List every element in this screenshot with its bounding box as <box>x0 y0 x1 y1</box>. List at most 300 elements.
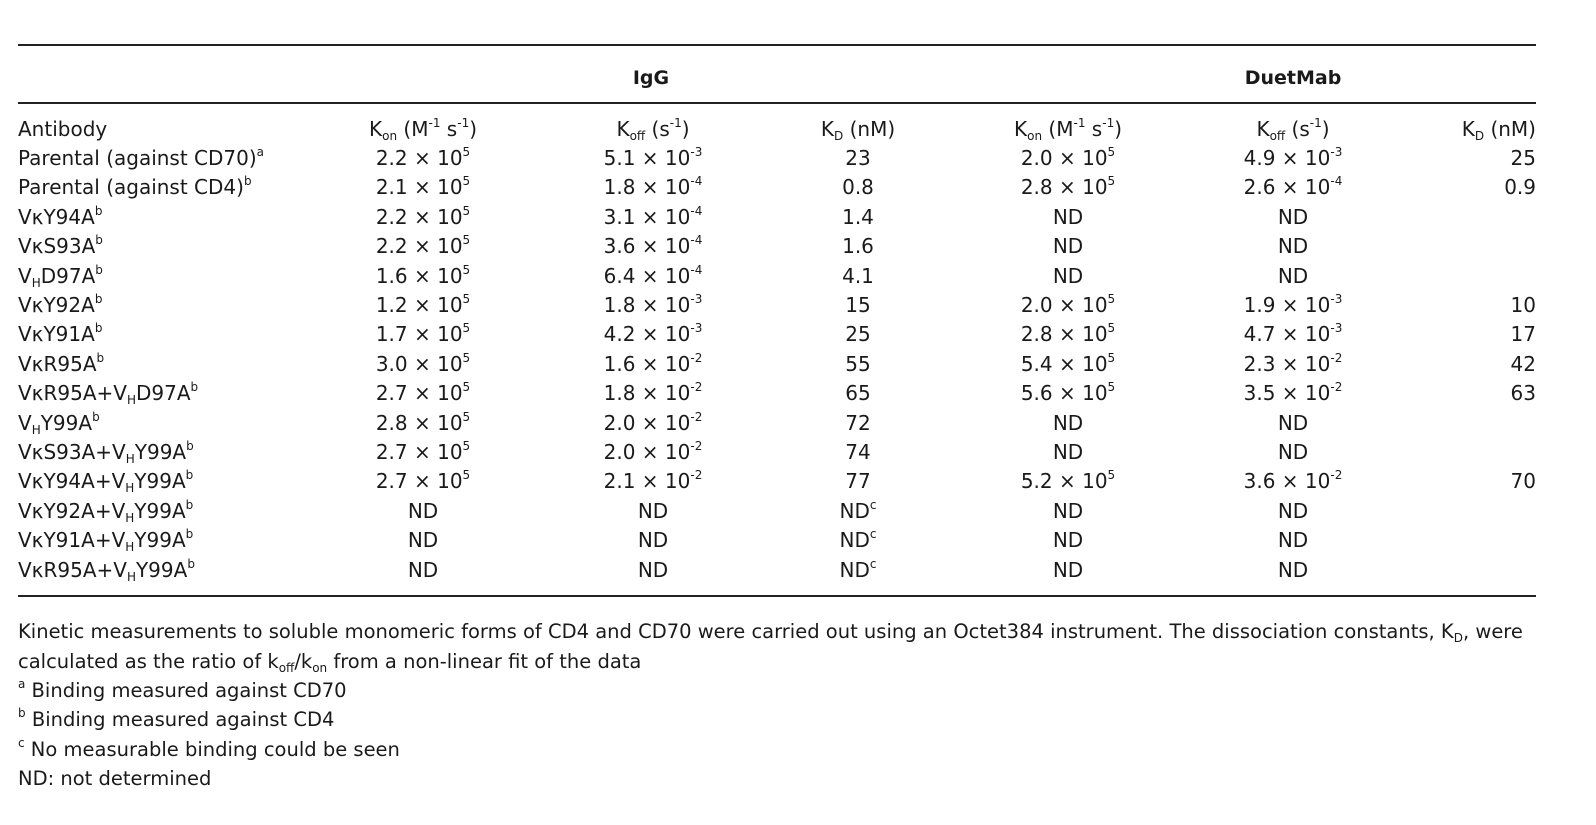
kon-base: K <box>368 117 383 141</box>
duetmab-kon-cell <box>948 291 1188 320</box>
text-run: 25 <box>1510 146 1536 170</box>
text-run: VκS93A+V <box>18 440 126 465</box>
duetmab-kd-cell <box>1398 467 1536 496</box>
text-run: 1.8 × 10 <box>603 381 691 406</box>
text-run: 23 <box>845 146 871 170</box>
antibody-cell <box>18 291 308 320</box>
text-run: 3.6 × 10 <box>1243 469 1331 494</box>
text-run: ND <box>407 528 439 553</box>
text-run: ND <box>637 557 669 582</box>
igg-kon-cell <box>308 262 538 291</box>
igg-koff-cell <box>538 350 768 379</box>
text-run: 0.8 <box>842 175 874 200</box>
superscript: -2 <box>690 468 703 483</box>
text-run: Y99A <box>134 528 186 553</box>
superscript: -3 <box>690 321 703 336</box>
text-run: 3.6 × 10 <box>603 234 691 259</box>
text-run: 77 <box>845 469 871 494</box>
text-run: 0.9 <box>1504 175 1536 200</box>
duetmab-koff-cell <box>1188 144 1398 173</box>
superscript: -2 <box>690 409 703 424</box>
igg-koff-cell <box>538 409 768 438</box>
koff-base: K <box>1256 117 1270 141</box>
text-run: ND <box>1277 234 1309 259</box>
superscript: c <box>18 735 25 750</box>
antibody-cell <box>18 409 308 438</box>
text-run: ND: not determined <box>18 767 212 791</box>
text-run: VκY94A+V <box>18 469 126 494</box>
kon-unit-mid: s <box>440 117 458 141</box>
text-run: 3.1 × 10 <box>603 204 691 229</box>
kon-unit-pre: (M <box>397 117 429 141</box>
text-run: 1.4 <box>842 204 874 229</box>
duetmab-kon-cell <box>948 232 1188 261</box>
text-run: 55 <box>845 351 871 376</box>
text-run: ND <box>1277 204 1309 229</box>
text-run: ND <box>1052 498 1084 523</box>
text-run: 63 <box>1510 381 1536 406</box>
table-row <box>18 320 1536 349</box>
superscript: c <box>869 497 877 512</box>
antibody-cell <box>18 467 308 496</box>
kon-sup2: -1 <box>457 116 470 130</box>
superscript: 5 <box>462 262 471 277</box>
text-run: 1.6 × 10 <box>375 263 463 288</box>
igg-kon-cell <box>308 320 538 349</box>
text-run: 1.7 × 10 <box>375 322 463 347</box>
superscript: 5 <box>462 233 471 248</box>
text-run: /k <box>294 649 313 673</box>
subscript: H <box>126 569 136 584</box>
antibody-cell <box>18 262 308 291</box>
kd-sub: D <box>1474 129 1485 143</box>
text-run: VκY91A+V <box>18 528 126 553</box>
text-run: 2.8 × 10 <box>375 410 463 435</box>
antibody-cell <box>18 232 308 261</box>
koff-sup: -1 <box>669 116 682 130</box>
igg-koff-cell <box>538 203 768 232</box>
text-run: Binding measured against CD4 <box>25 708 335 732</box>
text-run: V <box>18 263 32 288</box>
antibody-cell <box>18 497 308 526</box>
text-run: 2.0 × 10 <box>1020 146 1108 170</box>
kd-sub: D <box>833 129 844 143</box>
duetmab-kon-cell <box>948 144 1188 173</box>
note-main <box>18 617 1536 676</box>
text-run: 1.6 <box>842 234 874 259</box>
superscript: -2 <box>1330 380 1343 395</box>
superscript: 5 <box>462 409 471 424</box>
igg-kd-cell <box>768 203 948 232</box>
duetmab-koff-cell <box>1188 526 1398 555</box>
text-run: 1.6 × 10 <box>603 351 691 376</box>
duetmab-kd-cell <box>1398 232 1536 261</box>
koff-unit-post: ) <box>681 117 690 141</box>
duetmab-koff-cell <box>1188 173 1398 202</box>
superscript: 5 <box>462 145 471 159</box>
text-run: ND <box>1052 528 1084 553</box>
superscript: -4 <box>690 174 703 189</box>
duetmab-koff-cell <box>1188 232 1398 261</box>
text-run: VκY92A+V <box>18 498 126 523</box>
text-run: ND <box>1052 440 1084 465</box>
text-run: 4.7 × 10 <box>1243 322 1331 347</box>
table-row <box>18 173 1536 202</box>
superscript: 5 <box>1107 380 1116 395</box>
text-run: 4.2 × 10 <box>603 322 691 347</box>
duetmab-kd-cell <box>1398 320 1536 349</box>
text-run: 42 <box>1510 351 1536 376</box>
table-row <box>18 232 1536 261</box>
igg-koff-cell <box>538 467 768 496</box>
text-run: 2.1 × 10 <box>603 469 691 494</box>
superscript: b <box>95 233 103 248</box>
text-run: ND <box>407 557 439 582</box>
duetmab-kd-cell <box>1398 173 1536 202</box>
igg-kon-cell <box>308 379 538 408</box>
superscript: -4 <box>690 262 703 277</box>
igg-kd-cell <box>768 556 948 585</box>
kon-unit-post: ) <box>1114 117 1123 141</box>
kon-unit-post: ) <box>469 117 478 141</box>
text-run: 6.4 × 10 <box>603 263 691 288</box>
igg-koff-cell <box>538 144 768 173</box>
superscript: b <box>94 321 103 336</box>
superscript: b <box>18 706 26 721</box>
text-run: 3.5 × 10 <box>1243 381 1331 406</box>
text-run: Y99A <box>134 498 186 523</box>
table-container <box>18 44 1536 794</box>
text-run: 25 <box>845 322 871 347</box>
table-row <box>18 556 1536 585</box>
antibody-cell <box>18 379 308 408</box>
superscript: -2 <box>690 350 703 365</box>
duetmab-kon-cell <box>948 526 1188 555</box>
text-run: D97A <box>135 381 191 406</box>
group-label-duetmab: DuetMab <box>1244 67 1342 89</box>
superscript: 5 <box>462 321 471 336</box>
col-header-igg-kon <box>308 104 538 144</box>
text-run: 5.2 × 10 <box>1020 469 1108 494</box>
igg-kd-cell <box>768 232 948 261</box>
text-run: VκY92A <box>18 293 95 318</box>
text-run: 2.8 × 10 <box>1020 322 1108 347</box>
table-row <box>18 409 1536 438</box>
igg-kon-cell <box>308 467 538 496</box>
bottom-rule <box>18 595 1536 597</box>
table-row <box>18 291 1536 320</box>
duetmab-kd-cell <box>1398 262 1536 291</box>
text-run: D97A <box>40 263 96 288</box>
text-run: 17 <box>1510 322 1536 347</box>
igg-koff-cell <box>538 291 768 320</box>
text-run: ND <box>1277 528 1309 553</box>
table-row <box>18 497 1536 526</box>
igg-kon-cell <box>308 526 538 555</box>
text-run: 2.3 × 10 <box>1243 351 1331 376</box>
igg-kon-cell <box>308 409 538 438</box>
superscript: 5 <box>462 380 471 395</box>
text-run: ND <box>1277 557 1309 582</box>
koff-sub: off <box>629 129 646 143</box>
text-run: ND <box>1052 410 1084 435</box>
col-header-antibody: Antibody <box>18 117 108 141</box>
kon-unit-mid: s <box>1085 117 1103 141</box>
duetmab-kon-cell <box>948 350 1188 379</box>
antibody-cell <box>18 203 308 232</box>
duetmab-kon-cell <box>948 320 1188 349</box>
superscript: 5 <box>1107 350 1116 365</box>
duetmab-koff-cell <box>1188 291 1398 320</box>
duetmab-kon-cell <box>948 173 1188 202</box>
kon-sub: on <box>382 129 398 143</box>
text-run: 74 <box>845 440 871 465</box>
igg-kd-cell <box>768 173 948 202</box>
igg-koff-cell <box>538 262 768 291</box>
subscript: H <box>125 452 135 467</box>
superscript: -2 <box>1330 350 1343 365</box>
igg-koff-cell <box>538 526 768 555</box>
kd-base: K <box>820 117 834 141</box>
duetmab-koff-cell <box>1188 262 1398 291</box>
igg-kon-cell <box>308 144 538 173</box>
text-run: Y99A <box>40 410 93 435</box>
duetmab-koff-cell <box>1188 467 1398 496</box>
duetmab-kon-cell <box>948 203 1188 232</box>
text-run: 2.7 × 10 <box>375 469 463 494</box>
superscript: 5 <box>1107 292 1116 307</box>
superscript: b <box>187 556 195 571</box>
igg-koff-cell <box>538 320 768 349</box>
text-run: Y99A <box>135 557 188 582</box>
superscript: -2 <box>690 439 703 454</box>
text-run: 5.1 × 10 <box>603 146 691 170</box>
column-header-row <box>18 104 1536 144</box>
text-run: 4.1 <box>842 263 874 288</box>
antibody-cell <box>18 173 308 202</box>
koff-base: K <box>616 117 630 141</box>
igg-kd-cell <box>768 497 948 526</box>
kon-sup1: -1 <box>1073 116 1086 130</box>
duetmab-kon-cell <box>948 438 1188 467</box>
text-run: VκR95A+V <box>18 557 127 582</box>
superscript: 5 <box>1107 468 1116 483</box>
subscript: H <box>126 393 136 408</box>
antibody-cell <box>18 556 308 585</box>
footnote <box>18 735 1536 764</box>
superscript: -3 <box>1330 145 1343 159</box>
igg-kon-cell <box>308 232 538 261</box>
superscript: b <box>185 527 194 542</box>
duetmab-koff-cell <box>1188 350 1398 379</box>
text-run: 2.1 × 10 <box>375 175 463 200</box>
table-row <box>18 350 1536 379</box>
table-notes <box>18 617 1536 793</box>
text-run: 2.0 × 10 <box>1020 293 1108 318</box>
footnote <box>18 676 1536 705</box>
text-run: VκY94A <box>18 204 95 229</box>
duetmab-kd-cell <box>1398 379 1536 408</box>
duetmab-kd-cell <box>1398 438 1536 467</box>
text-run: V <box>18 410 32 435</box>
group-header-row <box>18 46 1536 102</box>
superscript: b <box>185 468 194 483</box>
text-run: ND <box>839 528 870 553</box>
duetmab-koff-cell <box>1188 497 1398 526</box>
igg-kd-cell <box>768 526 948 555</box>
text-run: VκR95A+V <box>18 381 127 406</box>
subscript: H <box>31 275 41 290</box>
text-run: VκS93A <box>18 234 96 259</box>
igg-koff-cell <box>538 173 768 202</box>
duetmab-koff-cell <box>1188 409 1398 438</box>
text-run: 1.8 × 10 <box>603 175 691 200</box>
text-run: 15 <box>845 293 871 318</box>
superscript: a <box>256 145 265 159</box>
superscript: b <box>185 497 194 512</box>
col-header-dm-kon <box>948 104 1188 144</box>
duetmab-koff-cell <box>1188 320 1398 349</box>
superscript: -2 <box>690 380 703 395</box>
duetmab-kd-cell <box>1398 350 1536 379</box>
text-run: VκR95A <box>18 351 97 376</box>
superscript: 5 <box>462 174 471 189</box>
text-run: ND <box>637 498 669 523</box>
superscript: -3 <box>1330 321 1343 336</box>
text-run: 4.9 × 10 <box>1243 146 1331 170</box>
text-run: 2.7 × 10 <box>375 381 463 406</box>
antibody-cell <box>18 438 308 467</box>
igg-kd-cell <box>768 379 948 408</box>
duetmab-kon-cell <box>948 467 1188 496</box>
text-run: 2.0 × 10 <box>603 440 691 465</box>
text-run: ND <box>1277 498 1309 523</box>
igg-koff-cell <box>538 497 768 526</box>
text-run: 1.2 × 10 <box>375 293 463 318</box>
superscript: b <box>95 262 103 277</box>
superscript: 5 <box>1107 321 1116 336</box>
superscript: -3 <box>690 145 703 159</box>
igg-kon-cell <box>308 291 538 320</box>
text-run: ND <box>1052 234 1084 259</box>
table-row <box>18 144 1536 173</box>
duetmab-kon-cell <box>948 262 1188 291</box>
superscript: c <box>869 527 877 542</box>
kon-sup1: -1 <box>428 116 441 130</box>
superscript: -2 <box>1330 468 1343 483</box>
duetmab-kd-cell <box>1398 203 1536 232</box>
text-run: 72 <box>845 410 871 435</box>
antibody-cell <box>18 144 308 173</box>
text-run: 3.0 × 10 <box>375 351 463 376</box>
duetmab-kd-cell <box>1398 497 1536 526</box>
superscript: -3 <box>1330 292 1343 307</box>
kd-base: K <box>1461 117 1475 141</box>
subscript: on <box>312 660 328 675</box>
text-run: from a non-linear fit of the data <box>327 649 642 673</box>
duetmab-kd-cell <box>1398 556 1536 585</box>
table-row <box>18 203 1536 232</box>
text-run: ND <box>637 528 669 553</box>
duetmab-kd-cell <box>1398 144 1536 173</box>
text-run: ND <box>1277 440 1309 465</box>
text-run: VκY91A <box>18 322 95 347</box>
footnote <box>18 764 1536 793</box>
text-run: 70 <box>1510 469 1536 494</box>
text-run: ND <box>839 498 870 523</box>
koff-unit-post: ) <box>1321 117 1330 141</box>
duetmab-kon-cell <box>948 379 1188 408</box>
table-row <box>18 526 1536 555</box>
text-run: 2.2 × 10 <box>375 204 463 229</box>
footnotes-list <box>18 676 1536 794</box>
antibody-cell <box>18 320 308 349</box>
kinetics-table <box>18 104 1536 585</box>
igg-kon-cell <box>308 203 538 232</box>
igg-koff-cell <box>538 379 768 408</box>
table-row <box>18 262 1536 291</box>
kon-sub: on <box>1027 129 1043 143</box>
text-run: ND <box>1277 263 1309 288</box>
text-run: 2.6 × 10 <box>1243 175 1331 200</box>
igg-kd-cell <box>768 438 948 467</box>
duetmab-kon-cell <box>948 497 1188 526</box>
superscript: 5 <box>462 468 471 483</box>
igg-kd-cell <box>768 262 948 291</box>
subscript: H <box>125 540 135 555</box>
koff-sub: off <box>1269 129 1286 143</box>
table-row <box>18 379 1536 408</box>
text-run: 1.9 × 10 <box>1243 293 1331 318</box>
subscript: D <box>1453 631 1463 646</box>
text-run: 2.0 × 10 <box>603 410 691 435</box>
superscript: 5 <box>1107 174 1116 189</box>
duetmab-koff-cell <box>1188 203 1398 232</box>
kon-sup2: -1 <box>1102 116 1115 130</box>
text-run: 5.6 × 10 <box>1020 381 1108 406</box>
text-run: ND <box>1052 204 1084 229</box>
subscript: H <box>125 481 135 496</box>
superscript: -4 <box>1330 174 1343 189</box>
text-run: 2.2 × 10 <box>375 146 463 170</box>
col-header-igg-kd <box>768 104 948 144</box>
text-run: ND <box>1052 557 1084 582</box>
superscript: b <box>243 174 252 189</box>
igg-kd-cell <box>768 320 948 349</box>
igg-kd-cell <box>768 467 948 496</box>
superscript: 5 <box>462 292 471 307</box>
superscript: c <box>869 556 877 571</box>
igg-kon-cell <box>308 497 538 526</box>
col-header-dm-koff <box>1188 104 1398 144</box>
duetmab-koff-cell <box>1188 438 1398 467</box>
igg-koff-cell <box>538 438 768 467</box>
koff-unit-pre: (s <box>645 117 670 141</box>
kd-unit: (nM) <box>843 117 896 141</box>
text-run: ND <box>407 498 439 523</box>
superscript: b <box>94 292 103 307</box>
subscript: off <box>278 660 295 675</box>
superscript: -4 <box>690 233 703 248</box>
text-run: Binding measured against CD70 <box>25 678 347 702</box>
superscript: b <box>92 409 100 424</box>
text-run: 2.2 × 10 <box>375 234 463 259</box>
text-run: ND <box>1277 410 1309 435</box>
text-run: 1.8 × 10 <box>603 293 691 318</box>
koff-unit-pre: (s <box>1285 117 1310 141</box>
superscript: b <box>94 203 103 218</box>
subscript: H <box>125 510 135 525</box>
